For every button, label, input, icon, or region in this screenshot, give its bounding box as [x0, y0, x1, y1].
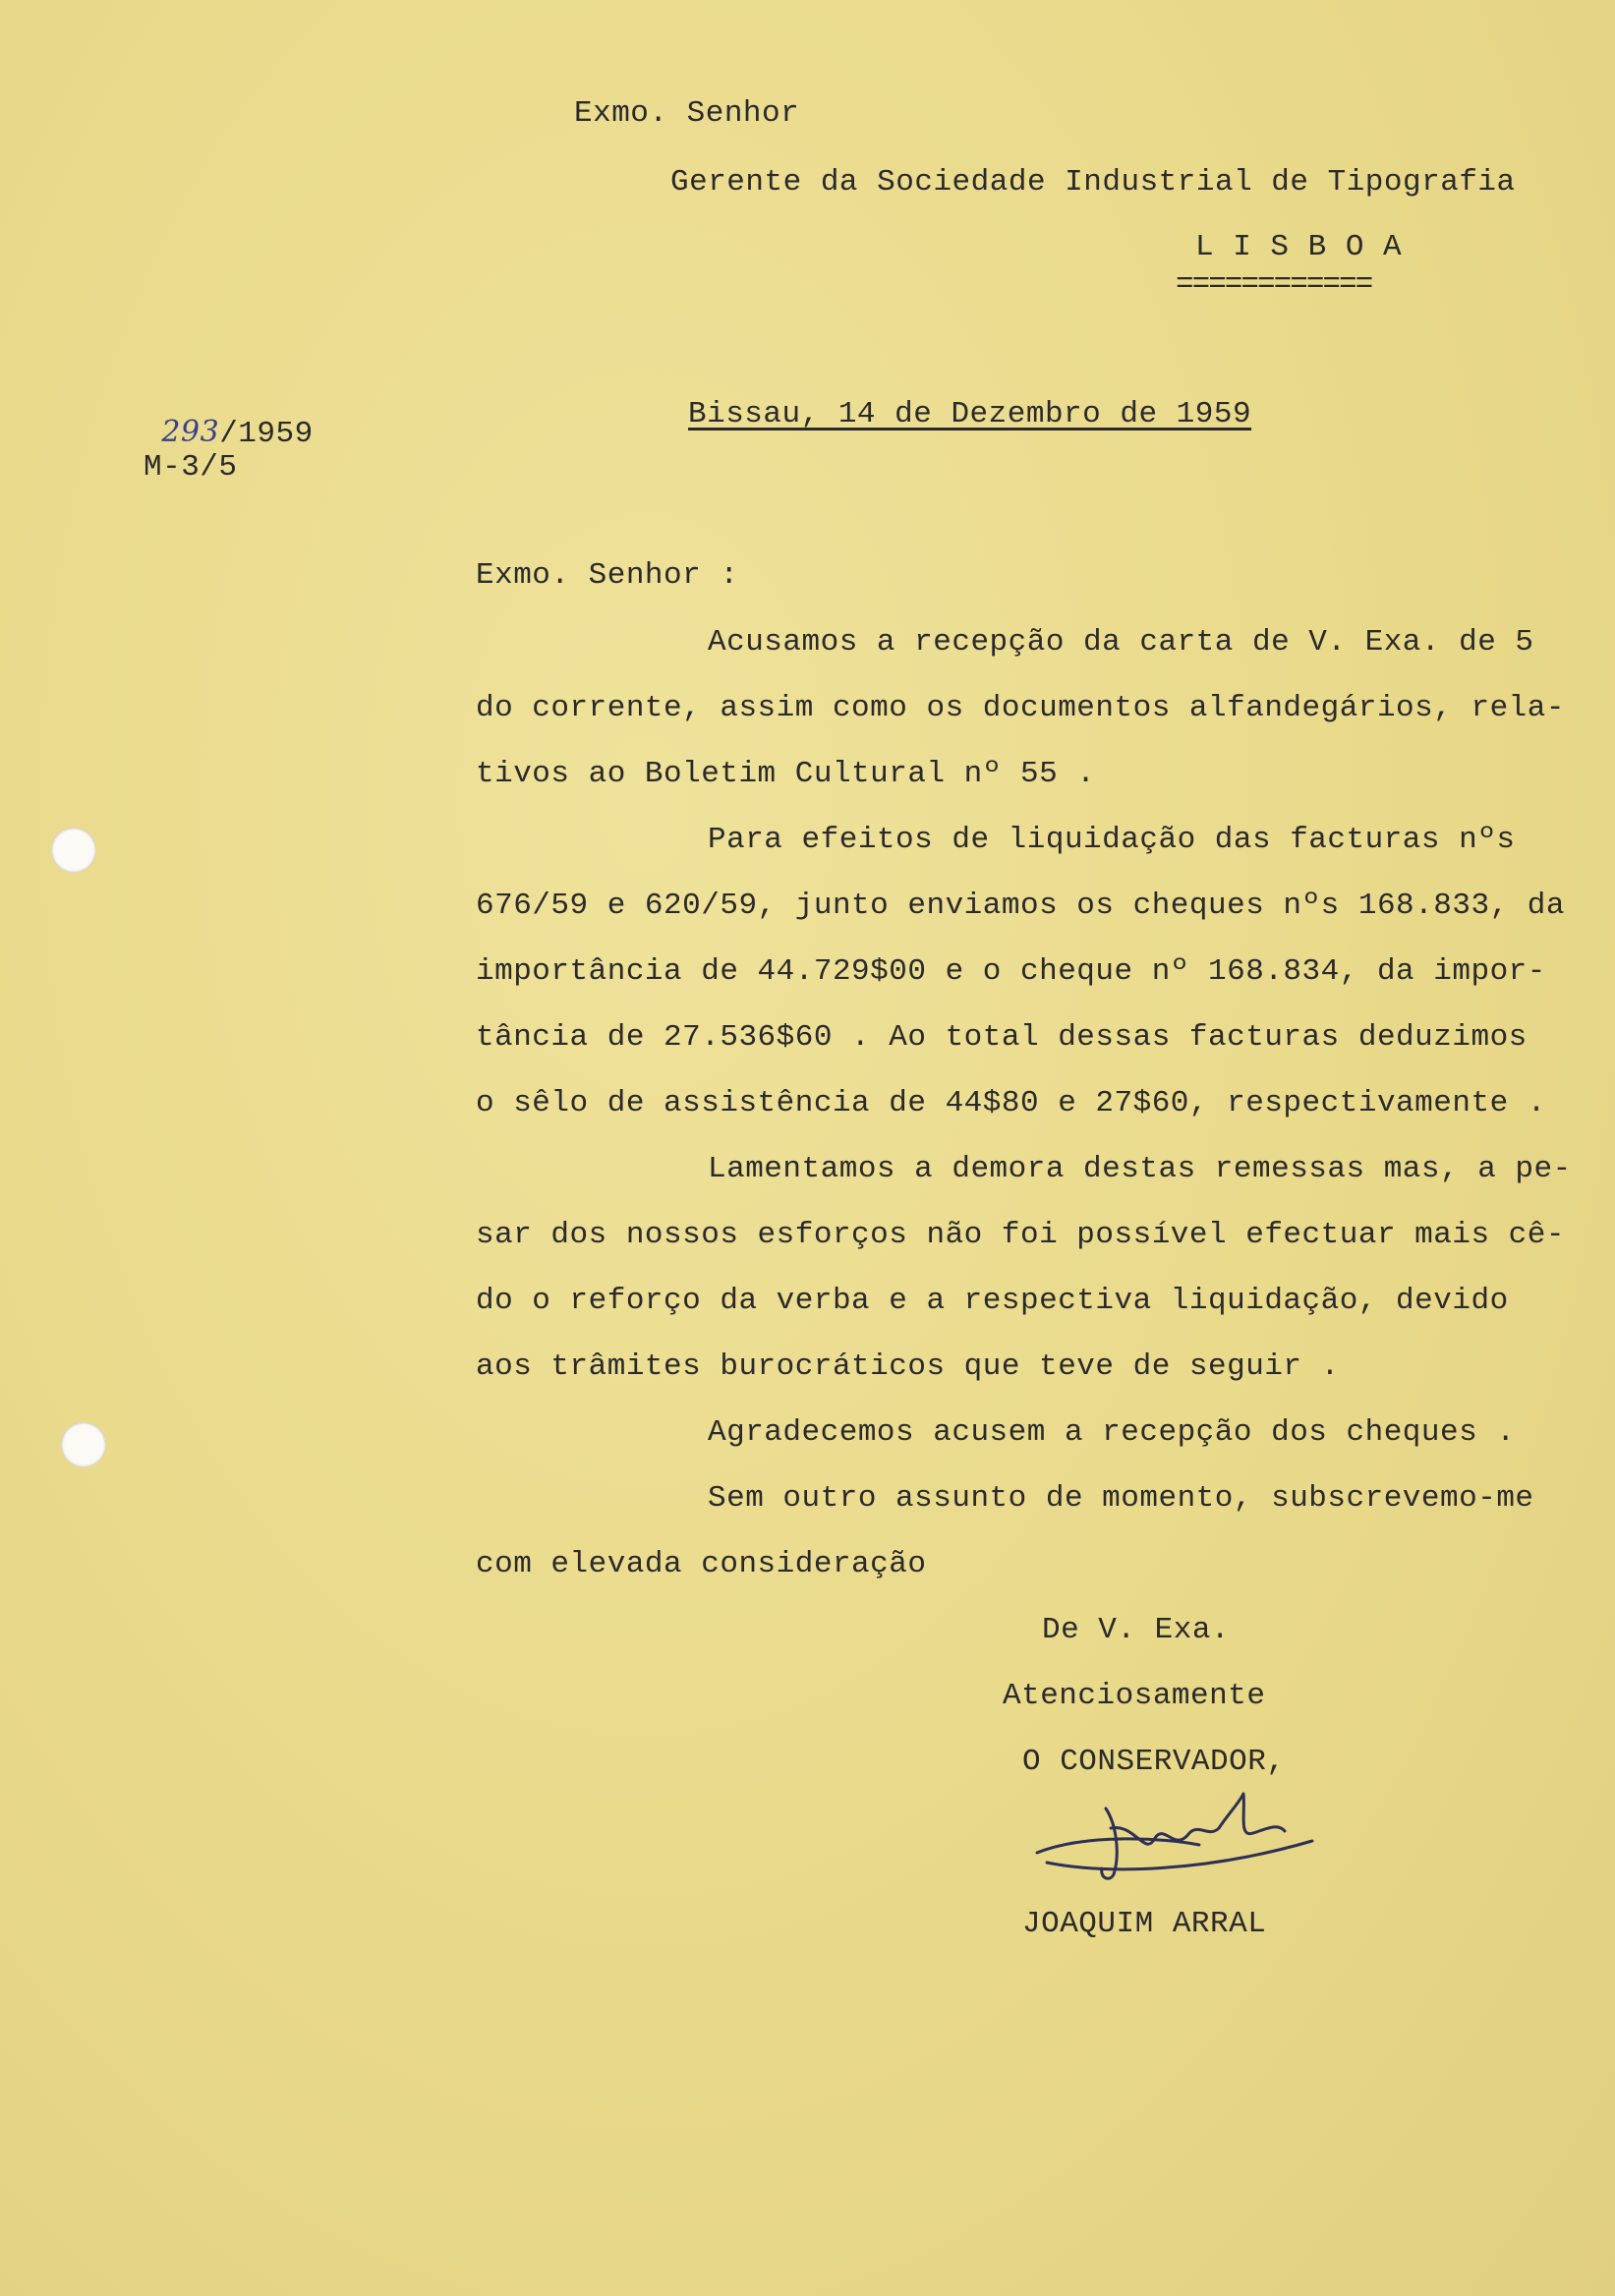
- reference-number-handwritten: 293: [161, 415, 220, 449]
- body-line: sar dos nossos esforços não foi possível efectuar mais cê-: [476, 1218, 1565, 1252]
- body-line: o sêlo de assistência de 44$80 e 27$60, respectivamente .: [476, 1086, 1546, 1120]
- addressee-salutation: Exmo. Senhor: [574, 96, 800, 131]
- addressee-city-rule: ============: [1176, 267, 1372, 302]
- punch-hole-bottom: [61, 1422, 106, 1467]
- body-line: Lamentamos a demora destas remessas mas, a pe-: [708, 1152, 1572, 1186]
- body-line: 676/59 e 620/59, junto enviamos os cheques nºs 168.833, da: [476, 889, 1565, 923]
- body-line: do o reforço da verba e a respectiva liquidação, devido: [476, 1284, 1509, 1318]
- signatory-name: JOAQUIM ARRAL: [1022, 1907, 1267, 1941]
- addressee-city: L I S B O A: [1195, 230, 1403, 264]
- punch-hole-top: [51, 828, 96, 873]
- closing-title: O CONSERVADOR,: [1022, 1745, 1286, 1779]
- closing-line-1: De V. Exa.: [1042, 1613, 1231, 1647]
- signature: [1027, 1784, 1322, 1902]
- body-line: Para efeitos de liquidação das facturas nºs: [708, 823, 1516, 857]
- body-line: tância de 27.536$60 . Ao total dessas facturas deduzimos: [476, 1020, 1528, 1055]
- body-line: Agradecemos acusem a recepção dos cheques .: [708, 1415, 1516, 1450]
- body-line: Sem outro assunto de momento, subscrevemo-me: [708, 1481, 1534, 1516]
- reference-number-year: /1959: [219, 417, 314, 451]
- reference-code: M-3/5: [144, 450, 238, 485]
- addressee-recipient: Gerente da Sociedade Industrial de Tipografia: [670, 165, 1516, 200]
- letter-salutation: Exmo. Senhor :: [476, 558, 739, 593]
- body-line: tivos ao Boletim Cultural nº 55 .: [476, 757, 1096, 791]
- body-line: do corrente, assim como os documentos alfandegários, rela-: [476, 691, 1565, 725]
- body-line: Acusamos a recepção da carta de V. Exa. de 5: [708, 625, 1534, 660]
- date-line: Bissau, 14 de Dezembro de 1959: [688, 397, 1252, 431]
- closing-line-2: Atenciosamente: [1003, 1679, 1266, 1713]
- body-line: importância de 44.729$00 e o cheque nº 168.834, da impor-: [476, 954, 1546, 989]
- body-line: aos trâmites burocráticos que teve de seguir .: [476, 1349, 1340, 1384]
- body-line: com elevada consideração: [476, 1547, 927, 1581]
